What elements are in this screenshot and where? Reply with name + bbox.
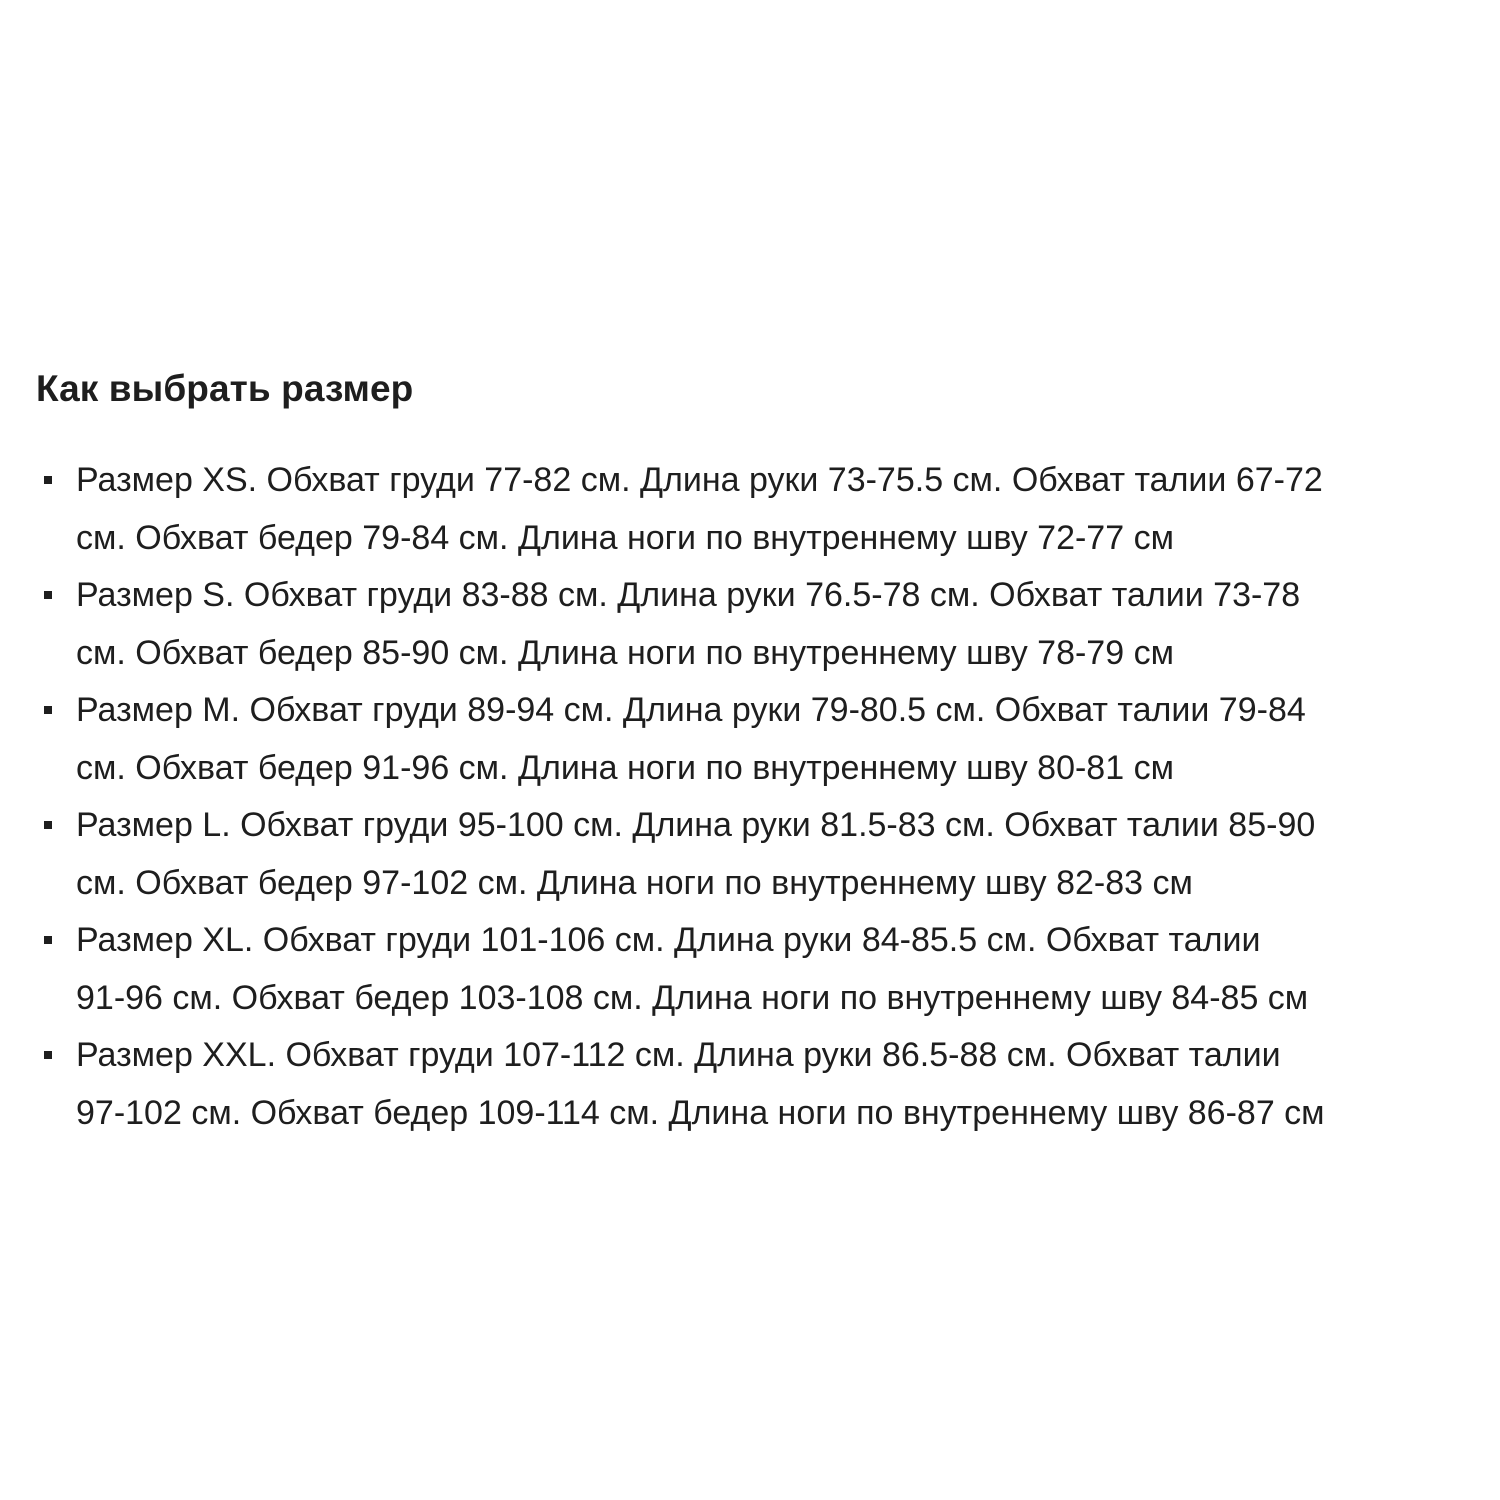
size-text-line: 97-102 см. Обхват бедер 109-114 см. Длина ноги по внутреннему шву 86-87 см: [76, 1093, 1325, 1132]
size-text-line: 91-96 см. Обхват бедер 103-108 см. Длина ноги по внутреннему шву 84-85 см: [76, 978, 1309, 1017]
size-item-xs: [36, 452, 1476, 567]
size-text-line: Размер M. Обхват груди 89-94 см. Длина руки 79-80.5 см. Обхват талии 79-84: [76, 691, 1306, 729]
bullet-icon: [44, 936, 52, 944]
size-list: [36, 452, 1476, 1142]
size-text-line: Размер L. Обхват груди 95-100 см. Длина руки 81.5-83 см. Обхват талии 85-90: [76, 806, 1316, 844]
size-item-m: [36, 682, 1476, 797]
size-text-line: см. Обхват бедер 85-90 см. Длина ноги по внутреннему шву 78-79 см: [76, 633, 1174, 672]
size-text-line: см. Обхват бедер 97-102 см. Длина ноги по внутреннему шву 82-83 см: [76, 863, 1193, 902]
page-title: Как выбрать размер: [36, 368, 414, 409]
bullet-icon: [44, 591, 52, 599]
size-text-line: см. Обхват бедер 91-96 см. Длина ноги по внутреннему шву 80-81 см: [76, 748, 1174, 787]
size-text-line: см. Обхват бедер 79-84 см. Длина ноги по внутреннему шву 72-77 см: [76, 518, 1174, 557]
bullet-icon: [44, 706, 52, 714]
bullet-icon: [44, 1051, 52, 1059]
bullet-icon: [44, 476, 52, 484]
size-item-xxl: [36, 1027, 1476, 1142]
bullet-icon: [44, 821, 52, 829]
size-item-xl: [36, 912, 1476, 1027]
size-text-line: Размер XL. Обхват груди 101-106 см. Длина руки 84-85.5 см. Обхват талии: [76, 921, 1261, 959]
size-text-line: Размер XXL. Обхват груди 107-112 см. Длина руки 86.5-88 см. Обхват талии: [76, 1036, 1281, 1074]
size-text-line: Размер S. Обхват груди 83-88 см. Длина руки 76.5-78 см. Обхват талии 73-78: [76, 576, 1301, 614]
size-item-l: [36, 797, 1476, 912]
size-item-s: [36, 567, 1476, 682]
size-guide: [36, 362, 1476, 1142]
size-text-line: Размер XS. Обхват груди 77-82 см. Длина руки 73-75.5 см. Обхват талии 67-72: [76, 461, 1323, 499]
